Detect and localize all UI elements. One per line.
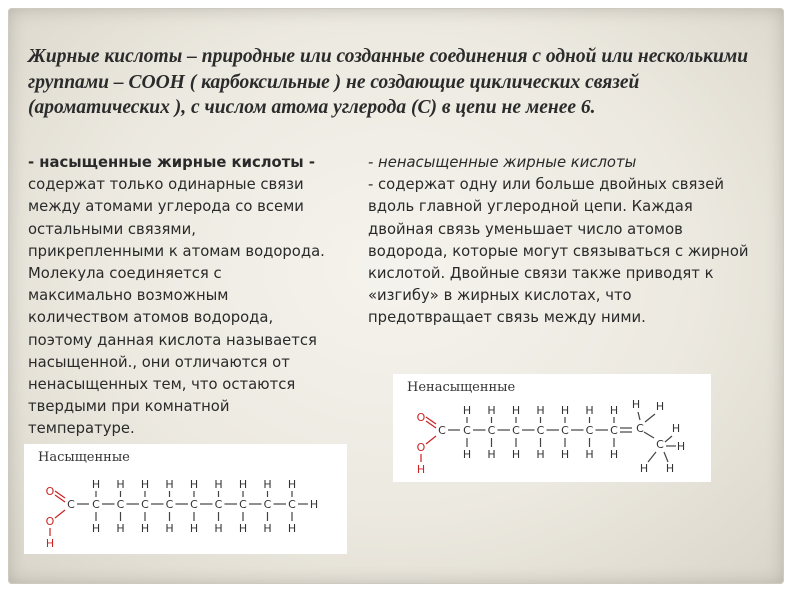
hydrogen-atom: H [214,478,223,491]
hydrogen-atom: H [263,478,272,491]
carbon-atom: C [67,498,75,511]
hydrogen-atom: H [609,448,619,461]
single-bond [644,432,654,438]
single-bond [55,510,65,518]
hydrogen-atom: H [536,404,545,417]
hydrogen-atom: H [91,522,101,535]
carbon-atom: C [536,424,545,437]
carbon-atom: C [288,498,296,511]
carbon-atom: C [438,424,446,437]
hydrogen-atom: H [639,462,649,475]
hydrogen-atom: H [631,398,641,411]
saturated-body: содержат только одинарные связи между атомами углерода со всеми остальными связями, прикрепленными к атомам водорода. Молекула соединяется с максимально возможным количеством атомов водорода, поэтому данная кислота называется насыщенной., они отличаются от ненасыщенных тем, что остаются твердыми при комнатной температуре. [28,176,325,438]
unsaturated-structure-figure [393,374,711,482]
carbon-atom: C [116,498,125,511]
carbon-atom: C [610,424,618,437]
carbon-atom: C [636,422,644,435]
hydrogen-atom: H [165,522,174,535]
hydrogen-atom: H [487,448,496,461]
carbon-atom: C [165,498,174,511]
hydrogen-atom: H [165,478,174,491]
single-bond [426,436,436,444]
double-bond [55,491,65,498]
single-bond [665,436,672,442]
hydrogen-atom: H [560,404,570,417]
hydrogen-atom: H [140,478,150,491]
carbon-atom: C [190,498,198,511]
carbon-atom: C [141,498,149,511]
double-bond [426,421,436,428]
hydrogen-atom: H [140,522,150,535]
hydrogen-atom: H [287,478,297,491]
saturated-structure-diagram [24,444,347,554]
carbon-atom: C [585,424,594,437]
hydrogen-atom: H [511,404,521,417]
hydrogen-atom: H [416,463,426,476]
hydrogen-atom: H [671,422,681,435]
hydrogen-atom: H [462,404,472,417]
hydrogen-atom: H [91,478,101,491]
unsaturated-structure-diagram [393,374,711,482]
hydrogen-atom: H [238,478,248,491]
slide-title: Жирные кислоты – природные или созданные соединения с одной или несколькими группами – COOH ( карбоксильные ) не создающие циклических связей (ароматических ), с числом атома углерода (С) в цепи не менее 6. [28,46,749,119]
saturated-description [28,152,328,441]
unsaturated-figure-label: Ненасыщенные [407,380,516,395]
carbon-atom: C [463,424,471,437]
hydrogen-atom: H [462,448,472,461]
hydrogen-atom: H [116,522,125,535]
carbon-atom: C [512,424,520,437]
hydrogen-atom: H [585,404,594,417]
double-bond [55,495,65,502]
hydrogen-atom: H [609,404,619,417]
hydrogen-atom: H [487,404,496,417]
oxygen-atom: O [416,441,426,454]
carbon-atom: C [239,498,247,511]
hydrogen-atom: H [676,440,686,453]
hydrogen-atom: H [238,522,248,535]
carbon-atom: C [214,498,223,511]
hydrogen-atom: H [536,448,545,461]
oxygen-atom: O [45,485,55,498]
hydrogen-atom: H [214,522,223,535]
oxygen-atom: O [416,411,426,424]
saturated-structure-figure [24,444,347,554]
unsaturated-body: - содержат одну или больше двойных связей вдоль главной углеродной цепи. Каждая двойная связь уменьшает число атомов водорода, которые могут связываться с жирной кислотой. Двойные связи также приводят к «изгибу» в жирных кислотах, что предотвращает связь между ними. [368,176,749,327]
carbon-atom: C [263,498,272,511]
single-bond [648,452,656,462]
carbon-atom: C [487,424,496,437]
carbon-atom: C [561,424,569,437]
hydrogen-atom: H [189,522,199,535]
oxygen-atom: O [45,515,55,528]
single-bond [645,414,655,422]
saturated-heading: - насыщенные жирные кислоты - [28,154,315,171]
hydrogen-atom: H [263,522,272,535]
hydrogen-atom: H [560,448,570,461]
hydrogen-atom: H [45,537,55,550]
double-bond [426,417,436,424]
single-bond [664,452,668,462]
hydrogen-atom: H [655,400,665,413]
hydrogen-atom: H [287,522,297,535]
hydrogen-atom: H [585,448,594,461]
single-bond [638,412,640,420]
carbon-atom: C [92,498,100,511]
hydrogen-atom: H [189,478,199,491]
saturated-figure-label: Насыщенные [38,450,130,465]
hydrogen-atom: H [116,478,125,491]
hydrogen-atom: H [309,498,319,511]
hydrogen-atom: H [665,462,675,475]
hydrogen-atom: H [511,448,521,461]
unsaturated-heading: - ненасыщенные жирные кислоты [368,154,637,171]
unsaturated-description [368,152,753,330]
carbon-atom: C [656,438,664,451]
